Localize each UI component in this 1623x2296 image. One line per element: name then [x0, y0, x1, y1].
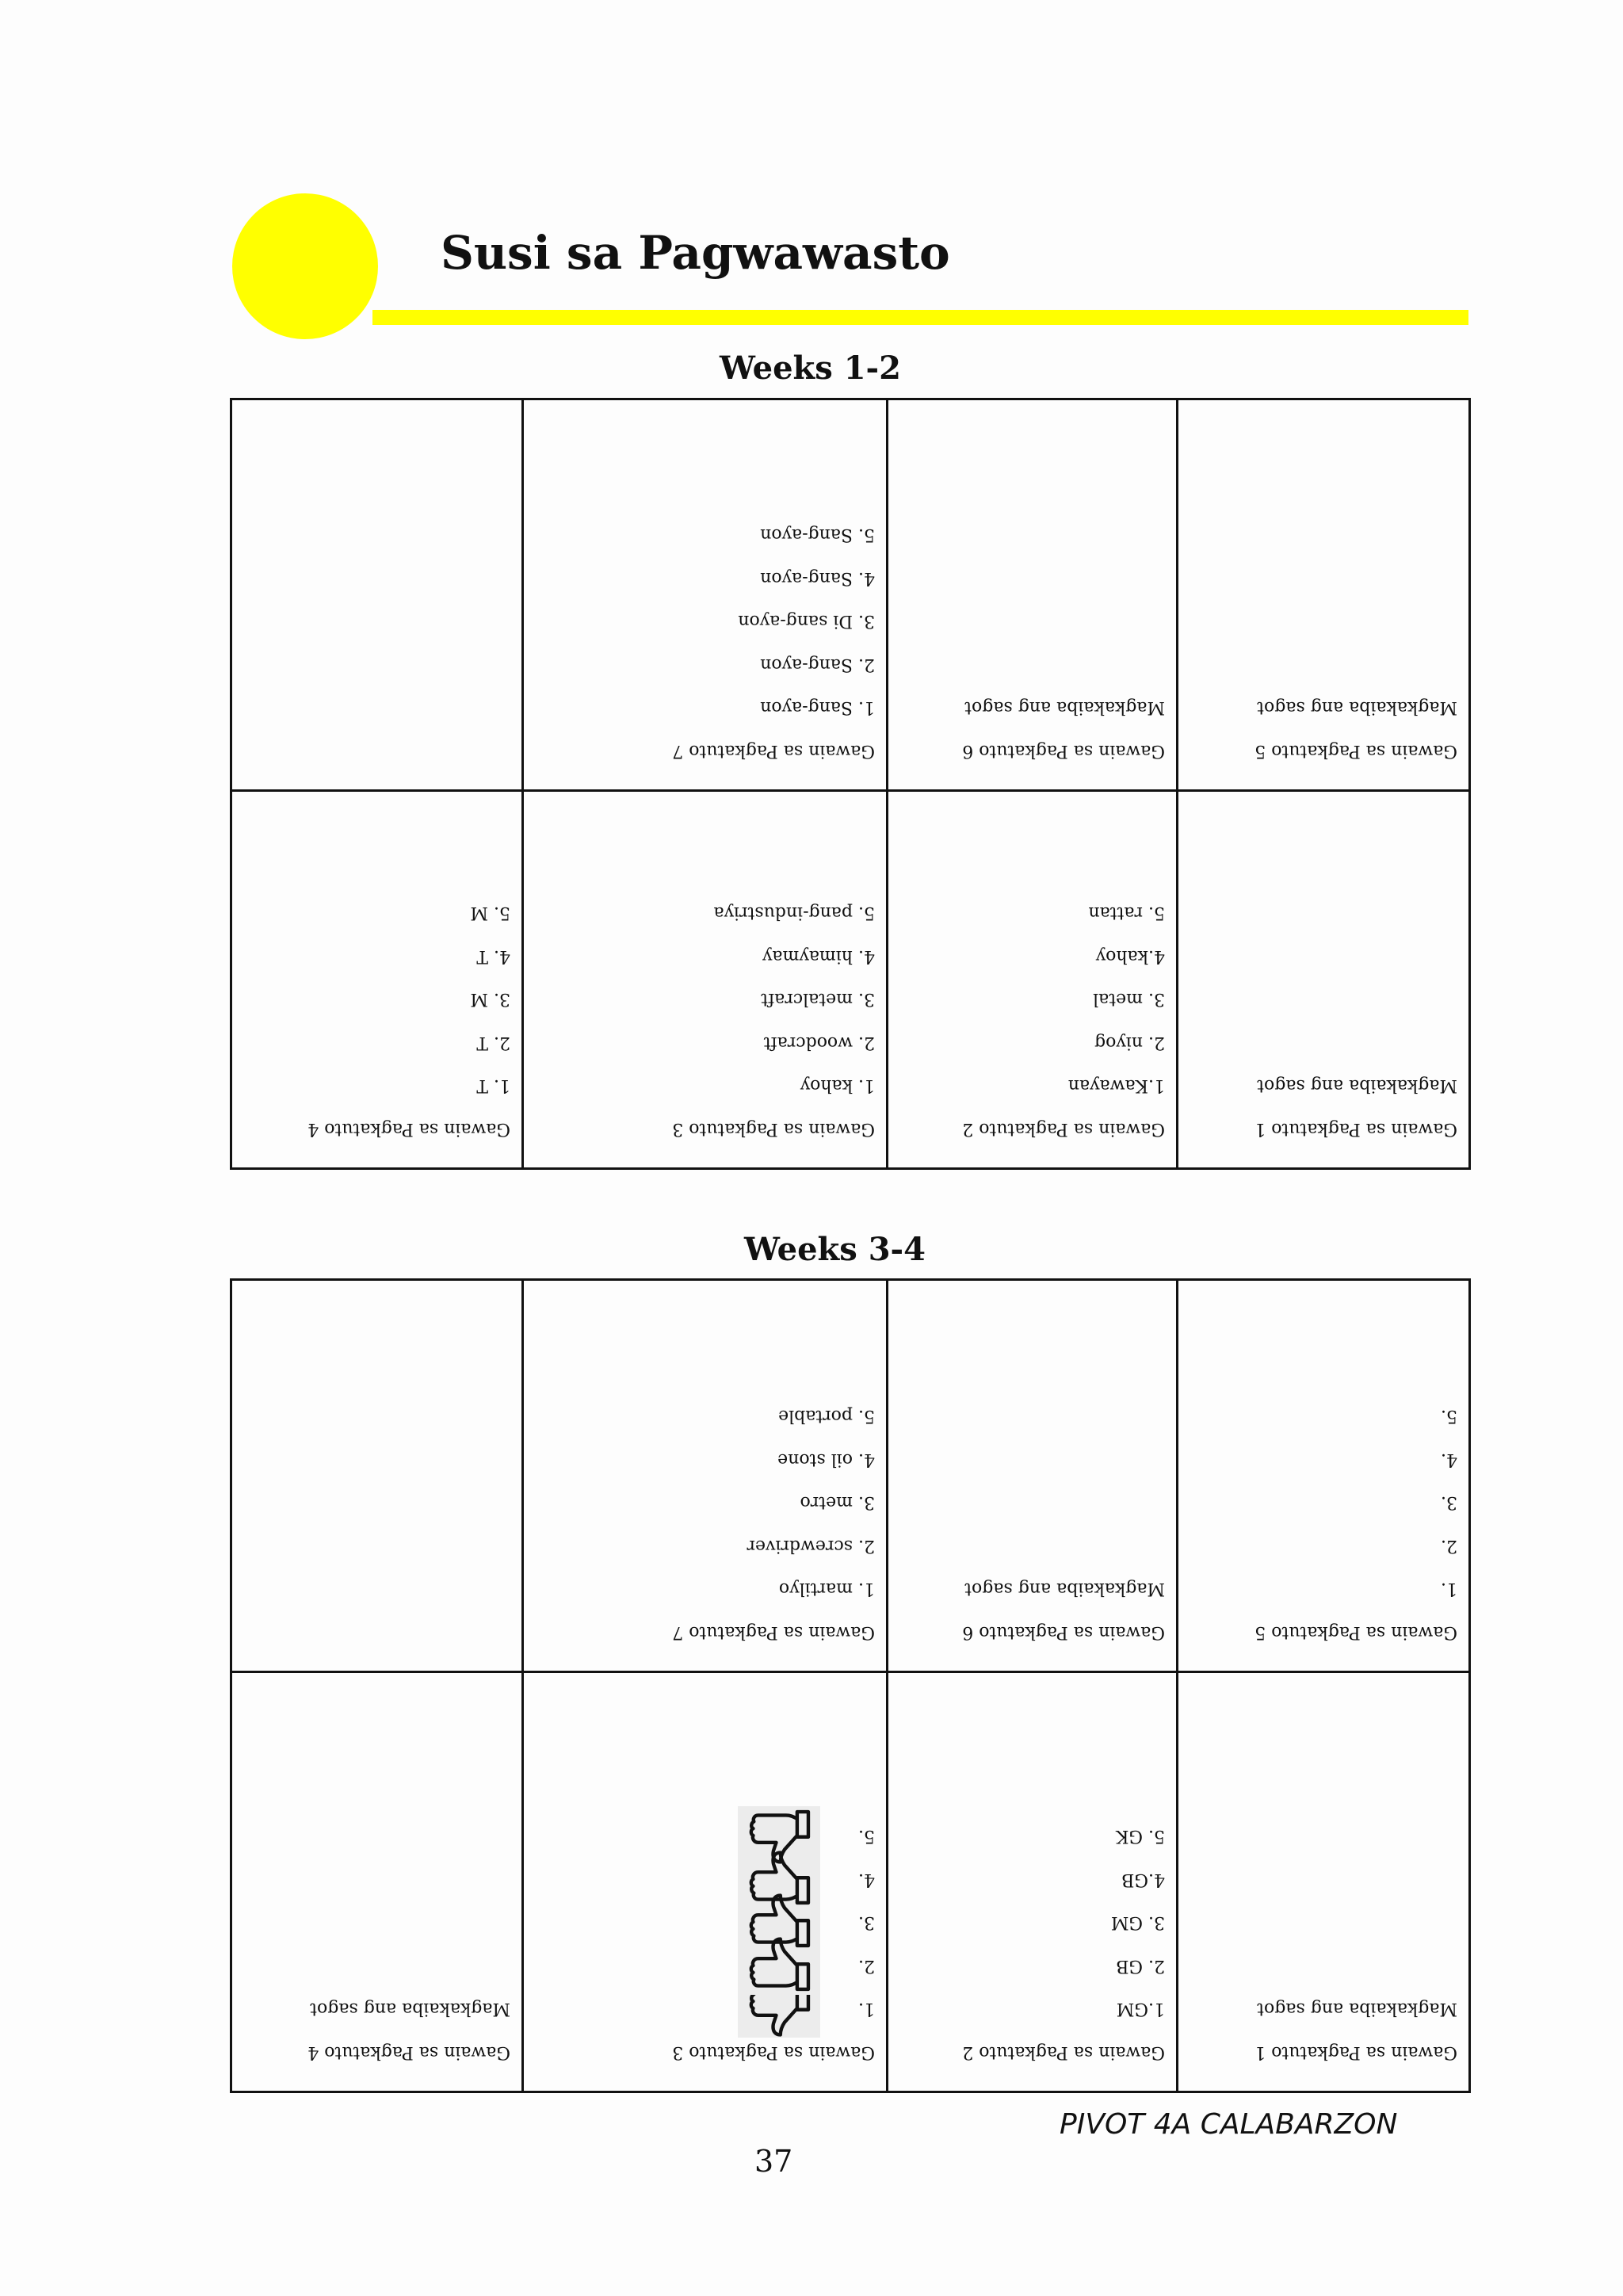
answer-cell — [1178, 1280, 1470, 1672]
answer-cell — [231, 399, 523, 791]
answer-line: 2. GB — [1116, 1956, 1165, 1976]
activity-title: Gawain sa Pagkatuto 2 — [962, 2042, 1165, 2062]
answer-cell — [888, 1280, 1178, 1672]
answer-cell — [231, 791, 523, 1169]
answer-line: 3. M — [470, 989, 510, 1010]
weeks-1-2-heading: Weeks 1-2 — [720, 350, 901, 387]
table-row — [231, 1280, 1470, 1672]
answer-line: 1. kahoy — [800, 1075, 875, 1096]
answer-line: 4. Sang-ayon — [760, 568, 875, 588]
rotated-cell-content — [1178, 400, 1468, 789]
answer-line: 1. — [1441, 1579, 1457, 1599]
answer-line: 2. niyog — [1094, 1033, 1165, 1052]
activity-title: Gawain sa Pagkatuto 3 — [672, 1119, 875, 1139]
answer-cell — [523, 1280, 888, 1672]
item-number: 3. — [858, 1912, 875, 1933]
rotated-cell-content — [1178, 1281, 1468, 1671]
yellow-circle-decoration — [232, 193, 378, 339]
rotated-cell-content — [524, 400, 886, 789]
page-number: 37 — [754, 2144, 793, 2179]
rotated-cell-content — [524, 1281, 886, 1671]
item-number: 2. — [858, 1956, 875, 1976]
answer-line: 5. M — [470, 903, 510, 923]
answer-line: 4. oil stone — [777, 1450, 875, 1469]
answer-cell — [523, 399, 888, 791]
answer-line: 1.GM — [1116, 1999, 1165, 2019]
activity-title: Gawain sa Pagkatuto 6 — [962, 1622, 1165, 1642]
activity-title: Gawain sa Pagkatuto 5 — [1254, 741, 1457, 761]
answer-line: Magkakaiba ang sagot — [1257, 1999, 1457, 2019]
answer-line: 2. screwdriver — [747, 1536, 875, 1556]
rotated-cell-content — [888, 792, 1176, 1167]
thumb-answer-item — [535, 1858, 875, 1901]
answer-cell — [523, 791, 888, 1169]
rotated-cell-content — [232, 400, 521, 789]
answer-line: 1. Sang-ayon — [760, 697, 875, 718]
answer-line: 3. GM — [1110, 1912, 1165, 1933]
answer-line: 2. woodcraft — [763, 1033, 875, 1052]
answer-line: 2. — [1441, 1536, 1457, 1556]
activity-title: Gawain sa Pagkatuto 7 — [672, 1622, 875, 1642]
answer-cell — [888, 1672, 1178, 2092]
answer-line: 5. pang-industriya — [713, 903, 875, 923]
activity-title: Gawain sa Pagkatuto 1 — [1254, 2042, 1457, 2062]
table-row — [231, 399, 1470, 791]
answer-line: 3. Di sang-ayon — [738, 611, 875, 632]
thumb-answer-item — [535, 1814, 875, 1858]
answer-line: 4. himaymay — [762, 946, 875, 966]
answer-line: 3. metalcraft — [761, 989, 875, 1010]
rotated-cell-content — [524, 792, 886, 1167]
answer-line: 4.kahoy — [1095, 946, 1165, 966]
activity-title: Gawain sa Pagkatuto 6 — [962, 741, 1165, 761]
answer-line: Magkakaiba ang sagot — [1257, 1075, 1457, 1096]
answer-line: 1. T — [476, 1075, 510, 1096]
activity-title: Gawain sa Pagkatuto 7 — [672, 741, 875, 761]
thumb-answer-item — [535, 1901, 875, 1944]
answer-cell — [231, 1672, 523, 2092]
answer-line: Magkakaiba ang sagot — [310, 1999, 510, 2019]
answer-line: 5. portable — [778, 1406, 875, 1427]
rotated-cell-content — [888, 400, 1176, 789]
table-row — [231, 1672, 1470, 2092]
answer-line: Magkakaiba ang sagot — [1257, 697, 1457, 718]
answer-line: 5. GK — [1116, 1826, 1165, 1847]
activity-title: Gawain sa Pagkatuto 4 — [307, 2042, 510, 2062]
activity-title: Gawain sa Pagkatuto 3 — [672, 2042, 875, 2062]
answer-cell — [1178, 399, 1470, 791]
thumb-answer-item — [535, 1987, 875, 2030]
item-number: 1. — [858, 1999, 875, 2019]
answer-cell — [888, 399, 1178, 791]
answer-line: 5. Sang-ayon — [760, 525, 875, 545]
thumb-answer-item — [535, 1944, 875, 1988]
answer-line: 3. metal — [1093, 989, 1165, 1010]
thumbs-down-icon — [738, 1850, 820, 1908]
answer-line: 3. — [1441, 1492, 1457, 1513]
answer-cell — [1178, 1672, 1470, 2092]
answer-line: 4. T — [476, 946, 510, 966]
answer-cell — [1178, 791, 1470, 1169]
table-row — [231, 791, 1470, 1169]
activity-title: Gawain sa Pagkatuto 5 — [1254, 1622, 1457, 1642]
answer-cell — [231, 1280, 523, 1672]
answer-line: Magkakaiba ang sagot — [964, 1579, 1165, 1599]
answer-line: 1. martilyo — [778, 1579, 875, 1599]
answer-line: 1.Kawayan — [1067, 1075, 1165, 1096]
activity-title: Gawain sa Pagkatuto 4 — [307, 1119, 510, 1139]
answer-line: 5. — [1441, 1406, 1457, 1427]
answer-key-table-weeks-1-2 — [230, 398, 1471, 1170]
rotated-cell-content — [524, 1673, 886, 2091]
activity-title: Gawain sa Pagkatuto 2 — [962, 1119, 1165, 1139]
answer-line: 2. T — [476, 1033, 510, 1052]
page-title: Susi sa Pagwawasto — [441, 226, 950, 280]
item-number: 4. — [858, 1870, 875, 1889]
item-number: 5. — [858, 1826, 875, 1847]
footer-brand: PIVOT 4A CALABARZON — [1060, 2108, 1398, 2141]
rotated-cell-content — [888, 1673, 1176, 2091]
rotated-cell-content — [1178, 792, 1468, 1167]
answer-line: Magkakaiba ang sagot — [964, 697, 1165, 718]
title-underline-bar — [372, 310, 1468, 325]
answer-line: 4. — [1441, 1450, 1457, 1469]
answer-line: 5. rattan — [1088, 903, 1165, 923]
rotated-cell-content — [888, 1281, 1176, 1671]
activity-title: Gawain sa Pagkatuto 1 — [1254, 1119, 1457, 1139]
answer-cell — [523, 1672, 888, 2092]
rotated-cell-content — [232, 1673, 521, 2091]
answer-line: 3. metro — [800, 1492, 875, 1513]
answer-line: 2. Sang-ayon — [760, 655, 875, 674]
answer-key-table-weeks-3-4 — [230, 1278, 1471, 2093]
weeks-3-4-heading: Weeks 3-4 — [744, 1231, 926, 1268]
rotated-cell-content — [232, 1281, 521, 1671]
answer-cell — [888, 791, 1178, 1169]
rotated-cell-content — [1178, 1673, 1468, 2091]
rotated-cell-content — [232, 792, 521, 1167]
answer-line: 4.GB — [1121, 1870, 1165, 1889]
